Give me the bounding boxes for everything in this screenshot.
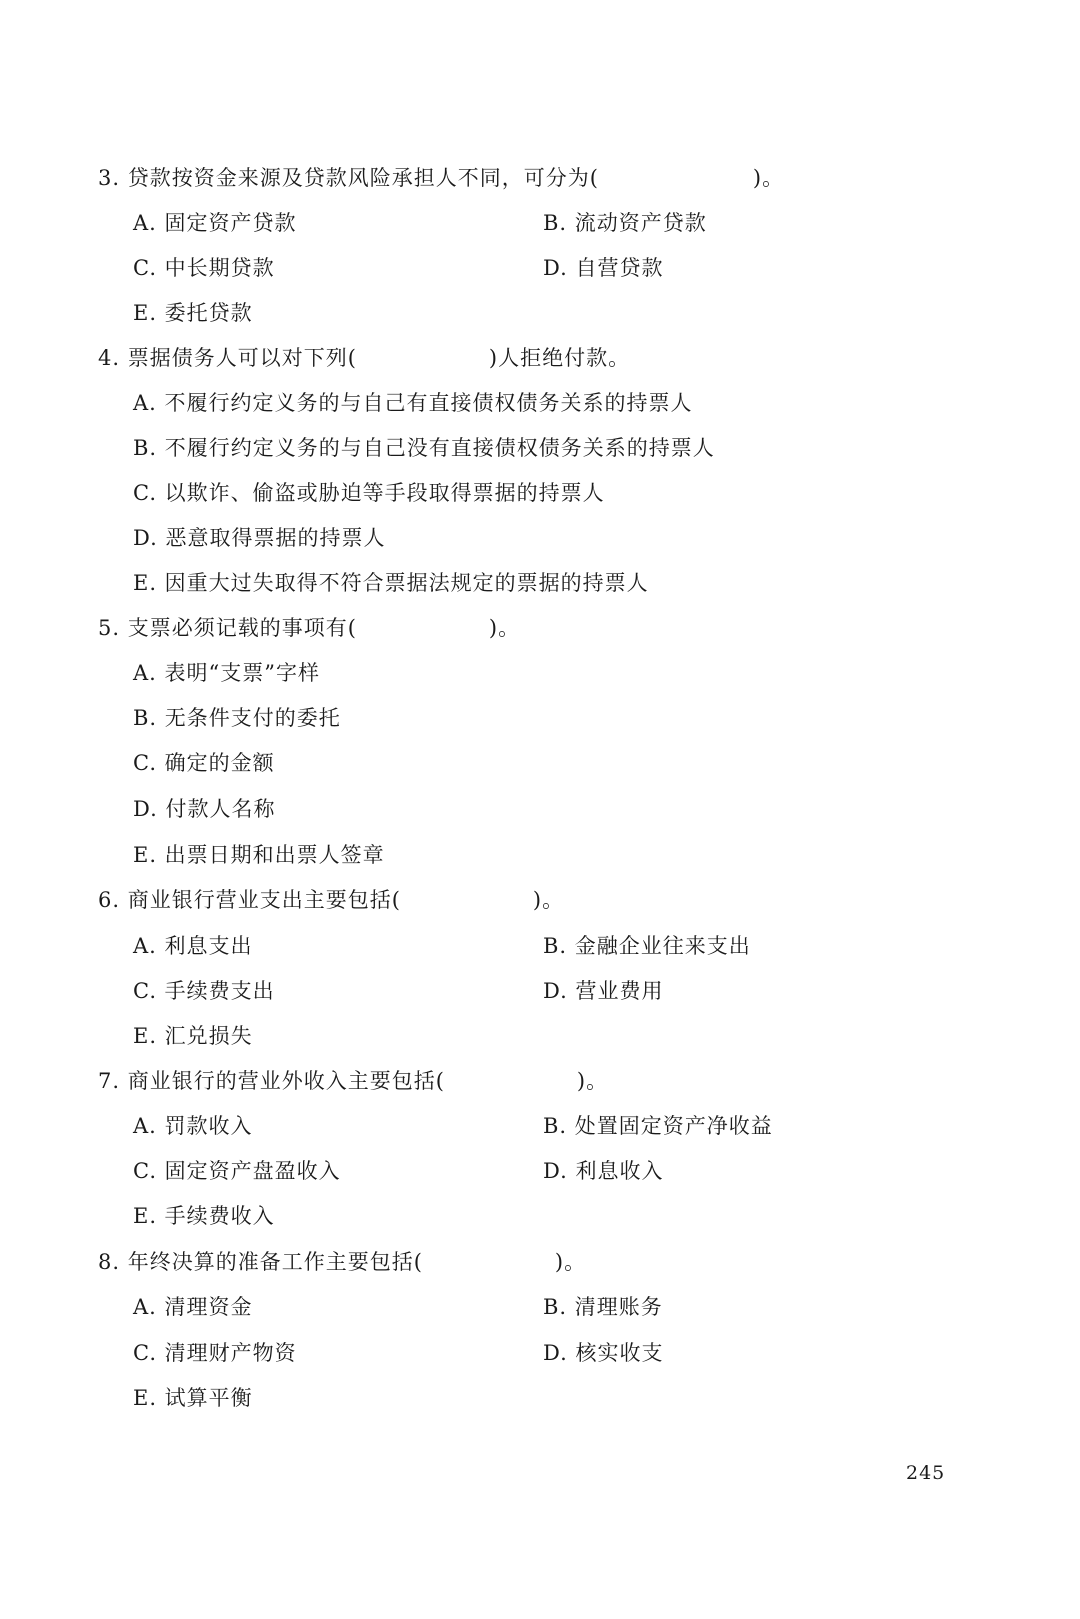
question-7-option-d: D. 利息收入 xyxy=(543,1159,664,1183)
page-number: 245 xyxy=(906,1462,946,1484)
question-3-option-e: E. 委托贷款 xyxy=(133,301,253,325)
question-4-option-b: B. 不履行约定义务的与自己没有直接债权债务关系的持票人 xyxy=(133,436,715,460)
question-5-option-d: D. 付款人名称 xyxy=(133,797,276,821)
question-8-option-e: E. 试算平衡 xyxy=(133,1386,253,1410)
question-8-option-a: A. 清理资金 xyxy=(133,1295,253,1319)
question-6-option-d: D. 营业费用 xyxy=(543,979,664,1003)
question-4-option-d: D. 恶意取得票据的持票人 xyxy=(133,526,386,550)
question-5-option-c: C. 确定的金额 xyxy=(133,751,275,775)
question-5-option-b: B. 无条件支付的委托 xyxy=(133,706,341,730)
question-6-option-e: E. 汇兑损失 xyxy=(133,1024,253,1048)
question-5-option-a: A. 表明“支票”字样 xyxy=(133,661,320,685)
question-8-option-b: B. 清理账务 xyxy=(543,1295,663,1319)
question-5-stem: 5. 支票必须记载的事项有( )。 xyxy=(98,616,521,640)
question-7-option-b: B. 处置固定资产净收益 xyxy=(543,1114,773,1138)
question-8-stem: 8. 年终决算的准备工作主要包括( )。 xyxy=(98,1250,587,1274)
question-3-option-c: C. 中长期贷款 xyxy=(133,256,275,280)
question-4-option-a: A. 不履行约定义务的与自己有直接债权债务关系的持票人 xyxy=(133,391,693,415)
question-4-option-e: E. 因重大过失取得不符合票据法规定的票据的持票人 xyxy=(133,571,649,595)
question-6-option-a: A. 利息支出 xyxy=(133,934,253,958)
question-6-option-b: B. 金融企业往来支出 xyxy=(543,934,751,958)
question-7-option-a: A. 罚款收入 xyxy=(133,1114,253,1138)
question-3-option-a: A. 固定资产贷款 xyxy=(133,211,297,235)
question-6-option-c: C. 手续费支出 xyxy=(133,979,275,1003)
question-5-option-e: E. 出票日期和出票人签章 xyxy=(133,843,385,867)
question-8-option-c: C. 清理财产物资 xyxy=(133,1341,297,1365)
question-4-option-c: C. 以欺诈、偷盗或胁迫等手段取得票据的持票人 xyxy=(133,481,605,505)
question-7-stem: 7. 商业银行的营业外收入主要包括( )。 xyxy=(98,1069,609,1093)
question-3-stem: 3. 贷款按资金来源及贷款风险承担人不同，可分为( )。 xyxy=(98,166,785,190)
question-3-option-b: B. 流动资产贷款 xyxy=(543,211,707,235)
question-6-stem: 6. 商业银行营业支出主要包括( )。 xyxy=(98,888,565,912)
question-7-option-e: E. 手续费收入 xyxy=(133,1204,275,1228)
question-4-stem: 4. 票据债务人可以对下列( )人拒绝付款。 xyxy=(98,346,631,370)
question-3-option-d: D. 自营贷款 xyxy=(543,256,664,280)
question-7-option-c: C. 固定资产盘盈收入 xyxy=(133,1159,341,1183)
question-8-option-d: D. 核实收支 xyxy=(543,1341,664,1365)
